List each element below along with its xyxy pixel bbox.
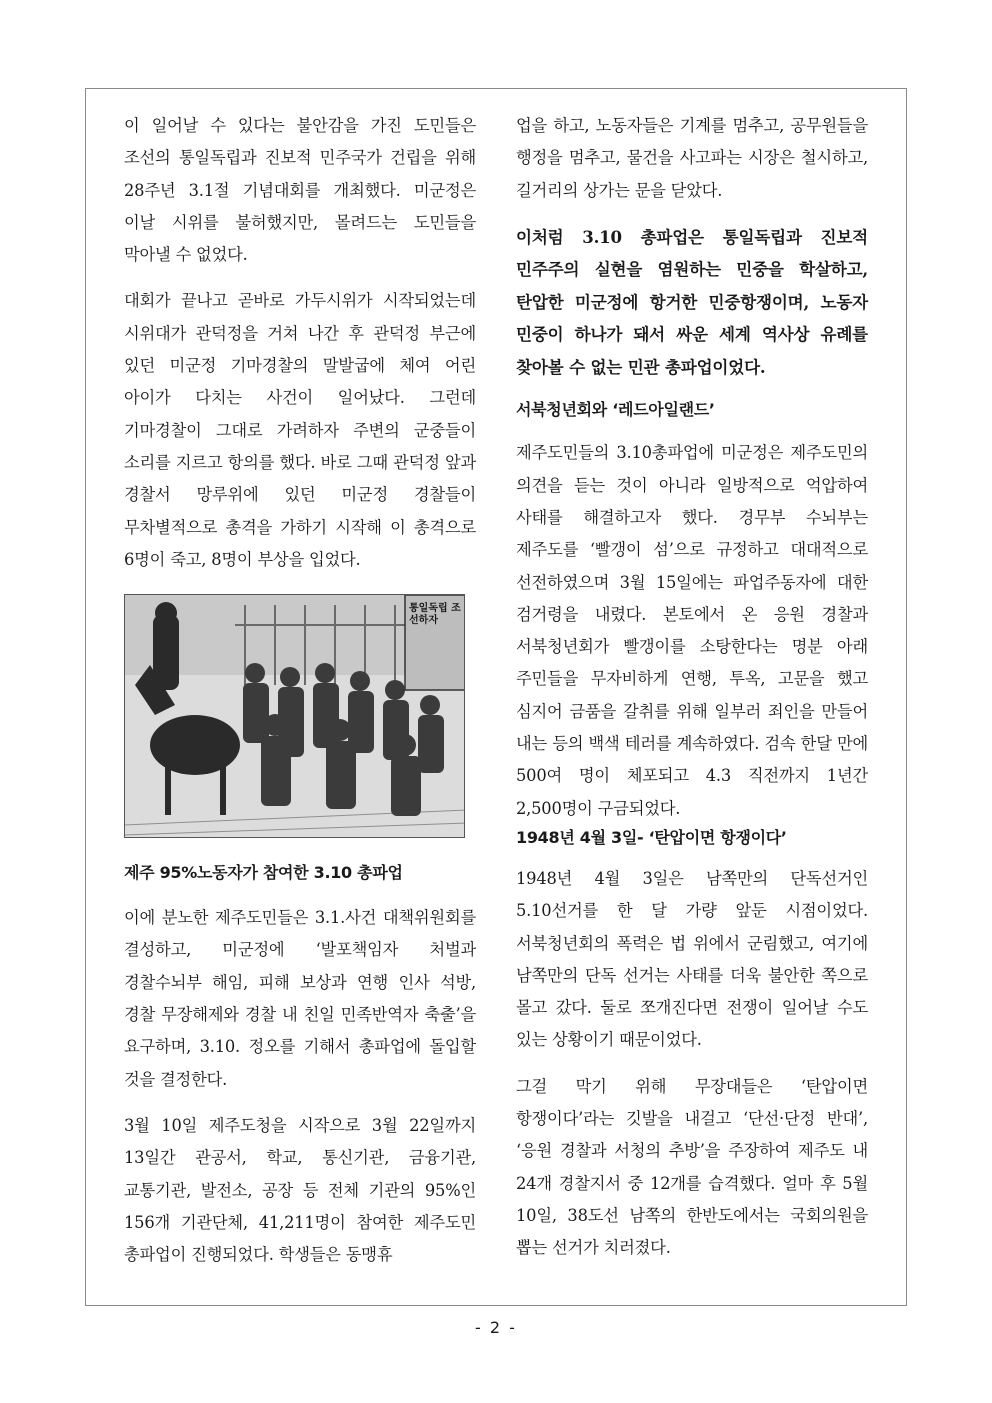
section-heading: 1948년 4월 3일- ‘탄압이면 항쟁이다’ xyxy=(516,827,787,847)
body-paragraph: 이 일어날 수 있다는 불안감을 가진 도민들은 조선의 통일독립과 진보적 민주국가 건립을 위해 28주년 3.1절 기념대회를 개최했다. 미군정은 이날 시위를 불허했지만, 몰려드는 도민들을 막아낼 수 없었다. xyxy=(124,116,476,265)
body-paragraph: 대회가 끝나고 곧바로 가두시위가 시작되었는데 시위대가 관덕정을 거쳐 나간 후 관덕정 부근에 있던 미군정 기마경찰의 말발굽에 체여 어린 아이가 다치는 사건이 일어났다. 그런데 기마경찰이 그대로 가려하자 주변의 군중들이 소리를 지르고 항의를 했다. 바로 그때 관덕정 앞과 경찰서 망루위에 있던 미군정 경찰들이 무차별적으로 총격을 가하기 시작해 이 총격으로 6명이 죽고, 8명이 부상을 입었다. xyxy=(124,291,476,569)
body-paragraph: 3월 10일 제주도청을 시작으로 3월 22일까지 13일간 관공서, 학교, 통신기관, 금융기관, 교통기관, 발전소, 공장 등 전체 기관의 95%인 156개 기관단체, 41,211명이 참여한 제주도민 총파업이 진행되었다. 학생들은 동맹휴 xyxy=(124,1115,476,1265)
page-number: - 2 - xyxy=(475,1318,517,1337)
historical-photo xyxy=(124,594,465,838)
body-paragraph: 1948년 4월 3일은 남쪽만의 단독선거인 5.10선거를 한 달 가량 앞둔 시점이었다. 서북청년회의 폭력은 법 위에서 군림했고, 여기에 남쪽만의 단독 선거는 사태를 더욱 불안한 쪽으로 몰고 갔다. 둘로 쪼개진다면 전쟁이 일어날 수도 있는 상황이기 때문이었다. xyxy=(516,868,868,1050)
right-column xyxy=(516,110,868,1265)
section-heading: 제주 95%노동자가 참여한 3.10 총파업 xyxy=(124,863,403,883)
emphasis-paragraph: 이처럼 3.10 총파업은 통일독립과 진보적 민주주의 실현을 염원하는 민중을 학살하고, 탄압한 미군정에 항거한 민중항쟁이며, 노동자 민중이 하나가 돼서 싸운 세계 역사상 유례를 찾아볼 수 없는 민관 총파업이었다. xyxy=(516,226,868,377)
section-heading: 서북청년회와 ‘레드아일랜드’ xyxy=(516,400,715,420)
body-paragraph: 제주도민들의 3.10총파업에 미군정은 제주도민의 의견을 듣는 것이 아니라 일방적으로 억압하여 사태를 해결하고자 했다. 경무부 수뇌부는 제주도를 ‘빨갱이 섬’으로 규정하고 대대적으로 선전하였으며 3월 15일에는 파업주동자에 대한 검거령을 내렸다. 본토에서 온 응원 경찰과 서북청년회가 빨갱이를 소탕한다는 명분 아래 주민들을 무자비하게 연행, 투옥, 고문을 했고 심지어 금품을 갈취를 위해 일부러 죄인을 만들어 내는 등의 백색 테러를 계속하였다. 검속 한달 만에 500여 명이 체포되고 4.3 직전까지 1년간 2,500명이 구금되었다. xyxy=(516,443,868,818)
body-paragraph: 이에 분노한 제주도민들은 3.1.사건 대책위원회를 결성하고, 미군정에 ‘발포책임자 처벌과 경찰수뇌부 해임, 피해 보상과 연행 인사 석방, 경찰 무장해제와 경찰 내 친일 민족반역자 축출’을 요구하며, 3.10. 정오를 기해서 총파업에 돌입할 것을 결정한다. xyxy=(124,908,476,1089)
left-column xyxy=(124,110,476,1271)
body-paragraph: 그걸 막기 위해 무장대들은 ‘탄압이면 항쟁이다’라는 깃발을 내걸고 ‘단선·단정 반대’, ‘응원 경찰과 서청의 추방’을 주장하여 제주도 내 24개 경찰지서 중 12개를 습격했다. 얼마 후 5월 10일, 38도선 남쪽의 한반도에서는 국회의원을 뽑는 선거가 치러졌다. xyxy=(516,1076,868,1258)
protest-illustration xyxy=(125,595,465,838)
body-paragraph: 업을 하고, 노동자들은 기계를 멈추고, 공무원들을 행정을 멈추고, 물건을 사고파는 시장은 철시하고, 길거리의 상가는 문을 닫았다. xyxy=(516,116,868,200)
protest-banner-text: 통일독립 조선하자 xyxy=(409,603,461,627)
